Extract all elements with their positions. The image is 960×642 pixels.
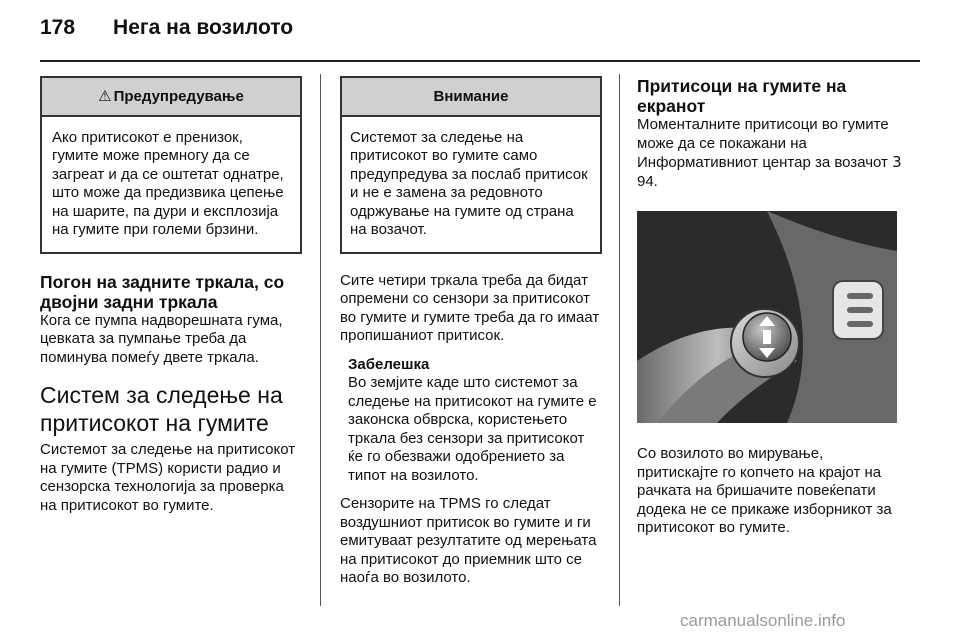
section-title-tpms: Систем за следење на притисокот на гумите [40, 382, 283, 436]
notice-title: Внимание [433, 88, 509, 105]
section-title-rear-drive: Погон на задните тркала, со двојни задни тркала [40, 271, 285, 312]
note-block [340, 356, 602, 486]
warning-triangle-icon: ⚠ [98, 88, 112, 105]
section-title-display: Притисоци на гумите на екранот [637, 76, 847, 116]
page-number: 178 [40, 16, 76, 39]
section-text-tpms: Системот за следење на притисокот на гумите (TPMS) користи радио и сензорска технологија за проверка на притисокот во гумите. [40, 441, 296, 514]
column-3 [637, 76, 902, 538]
warning-text: Ако притисокот е пренизок, гумите може премногу да се загреат и да се оштетат однатре, што може да предизвика цепење на шарите, па дури и експлозија на гумите при големи брзини. [52, 128, 284, 238]
warning-box-header [42, 78, 300, 117]
paragraph-sensors: Сите четири тркала треба да бидат опремени со сензори за притисокот во гумите и гумите треба да го имаат пропишаниот притисок. [340, 271, 600, 344]
warning-title: Предупредување [113, 88, 244, 105]
header-rule [40, 60, 920, 62]
figure-caption: Со возилото во мирување, притискајте го копчето на крајот на рачката на бришачите повеќепати додека не се прикаже изборникот за притисокот во гумите. [637, 445, 892, 536]
note-title: Забелешка [348, 355, 430, 373]
section-text-display [637, 116, 902, 191]
section-text-rear-drive: Кога се пумпа надворешната гума, цевката за пумпање треба да поминува помеѓу двете тркала. [40, 311, 283, 366]
notice-box-header [342, 78, 600, 117]
column-divider-1 [320, 74, 321, 606]
notice-box [340, 76, 602, 254]
column-1 [40, 76, 302, 515]
page-title: Нега на возилото [113, 16, 294, 39]
wiper-stalk-illustration [637, 211, 897, 423]
page-ref-arrow-icon: 3 [892, 153, 902, 171]
watermark: carmanualsonline.info [680, 611, 846, 630]
paragraph-tpms-sensors: Сензорите на TPMS го следат воздушниот притисок во гумите и ги емитуваат резултатите од мерењата на притисокот до приемник што се наоѓа во возилото. [340, 495, 597, 586]
column-2 [340, 76, 602, 588]
warning-box [40, 76, 302, 254]
column-divider-2 [619, 74, 620, 606]
notice-text: Системот за следење на притисокот во гумите само предупредува за послаб притисок и не е замена за редовното одржување на гумите од страна на возачот. [350, 128, 588, 238]
note-text: Во земјите каде што системот за следење на притисокот на гумите е законска обврска, користењето тркала без сензори за притисокот ќе го обезважи одобрението за типот на возилото. [348, 374, 597, 484]
section-text-display-body: Моменталните притисоци во гумите може да се покажани на Информативниот центар за возачот [637, 116, 889, 171]
warning-box-body [42, 117, 300, 252]
notice-box-body [342, 117, 600, 252]
page-ref-number[interactable]: 94. [637, 172, 658, 190]
page-header [40, 16, 293, 40]
wiper-stalk-figure [637, 211, 897, 423]
